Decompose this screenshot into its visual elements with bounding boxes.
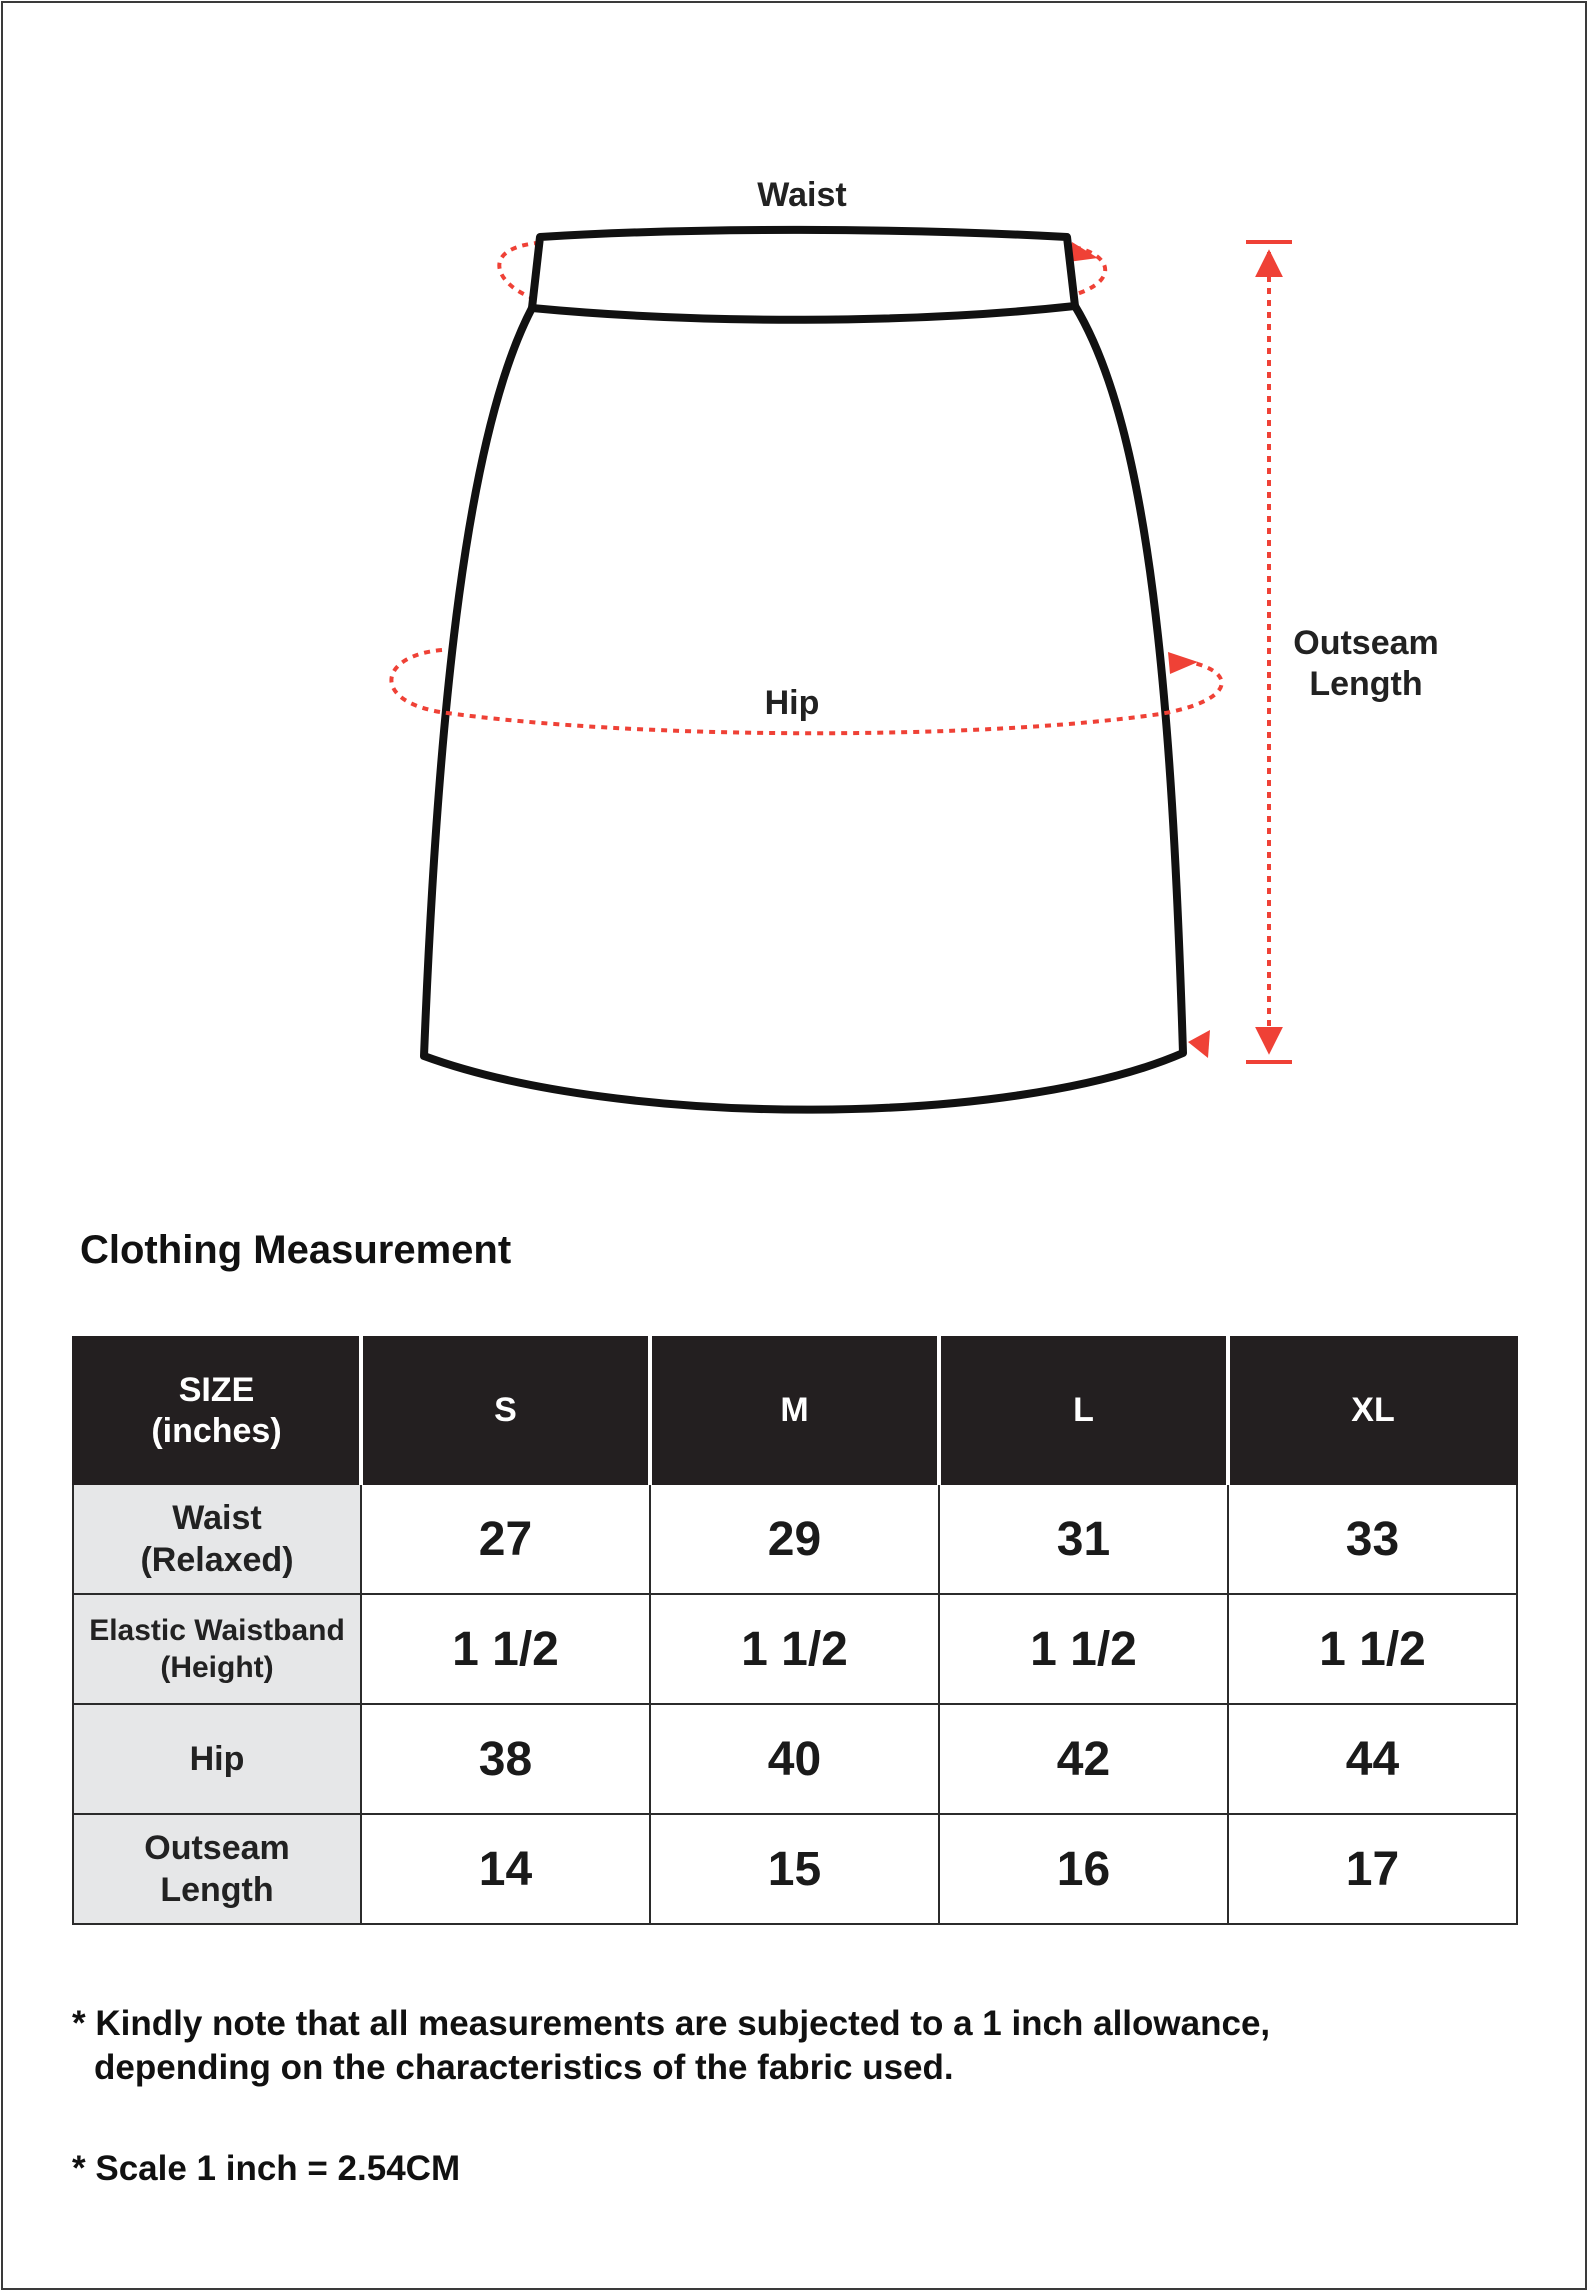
hip-label: Hip [764, 684, 820, 722]
size-header-s: S [361, 1337, 650, 1484]
row-label-line1: Hip [189, 1739, 245, 1778]
skirt-waistband [532, 230, 1075, 320]
section-title: Clothing Measurement [80, 1228, 512, 1272]
row-label-outseam-length [73, 1814, 361, 1924]
size-header-m: M [650, 1337, 939, 1484]
size-header-l: L [939, 1337, 1228, 1484]
table-row-outseam-length [73, 1814, 1517, 1924]
table-cell: 17 [1228, 1814, 1517, 1924]
size-chart-table [72, 1336, 1518, 1925]
table-cell: 40 [650, 1704, 939, 1814]
table-cell: 16 [939, 1814, 1228, 1924]
table-row-elastic-waistband [73, 1594, 1517, 1704]
row-label-hip [73, 1704, 361, 1814]
table-cell: 33 [1228, 1484, 1517, 1594]
size-header-line1: SIZE [178, 1370, 255, 1409]
table-cell: 27 [361, 1484, 650, 1594]
row-label-elastic-waistband [73, 1594, 361, 1704]
hip-arrow-icon [1168, 652, 1198, 674]
table-header-row [73, 1337, 1517, 1484]
table-cell: 1 1/2 [650, 1594, 939, 1704]
outseam-label-line1: Outseam [1293, 624, 1439, 662]
table-cell: 31 [939, 1484, 1228, 1594]
table-row-hip [73, 1704, 1517, 1814]
row-label-line2: (Height) [160, 1651, 274, 1684]
table-cell: 1 1/2 [361, 1594, 650, 1704]
size-header-line2: (inches) [151, 1411, 282, 1450]
table-cell: 42 [939, 1704, 1228, 1814]
table-cell: 1 1/2 [939, 1594, 1228, 1704]
row-label-line1: Elastic Waistband [89, 1613, 345, 1647]
allowance-note-line2: depending on the characteristics of the fabric used. [94, 2047, 954, 2087]
table-cell: 29 [650, 1484, 939, 1594]
table-cell: 1 1/2 [1228, 1594, 1517, 1704]
waist-label: Waist [757, 176, 847, 214]
row-label-line2: (Relaxed) [140, 1541, 294, 1579]
outseam-label-line2: Length [1309, 665, 1423, 703]
row-label-line1: Outseam [144, 1828, 290, 1867]
scale-note: * Scale 1 inch = 2.54CM [72, 2149, 461, 2188]
table-row-waist [73, 1484, 1517, 1594]
hem-arrow-icon [1188, 1030, 1210, 1058]
table-cell: 15 [650, 1814, 939, 1924]
size-header-xl: XL [1228, 1337, 1517, 1484]
row-label-waist [73, 1484, 361, 1594]
row-label-line1: Waist [172, 1498, 262, 1537]
size-column-header [73, 1337, 361, 1484]
table-cell: 14 [361, 1814, 650, 1924]
table-cell: 38 [361, 1704, 650, 1814]
table-cell: 44 [1228, 1704, 1517, 1814]
row-label-line2: Length [160, 1871, 274, 1909]
allowance-note [72, 2002, 1472, 2090]
allowance-note-line1: * Kindly note that all measurements are subjected to a 1 inch allowance, [72, 2004, 1271, 2043]
